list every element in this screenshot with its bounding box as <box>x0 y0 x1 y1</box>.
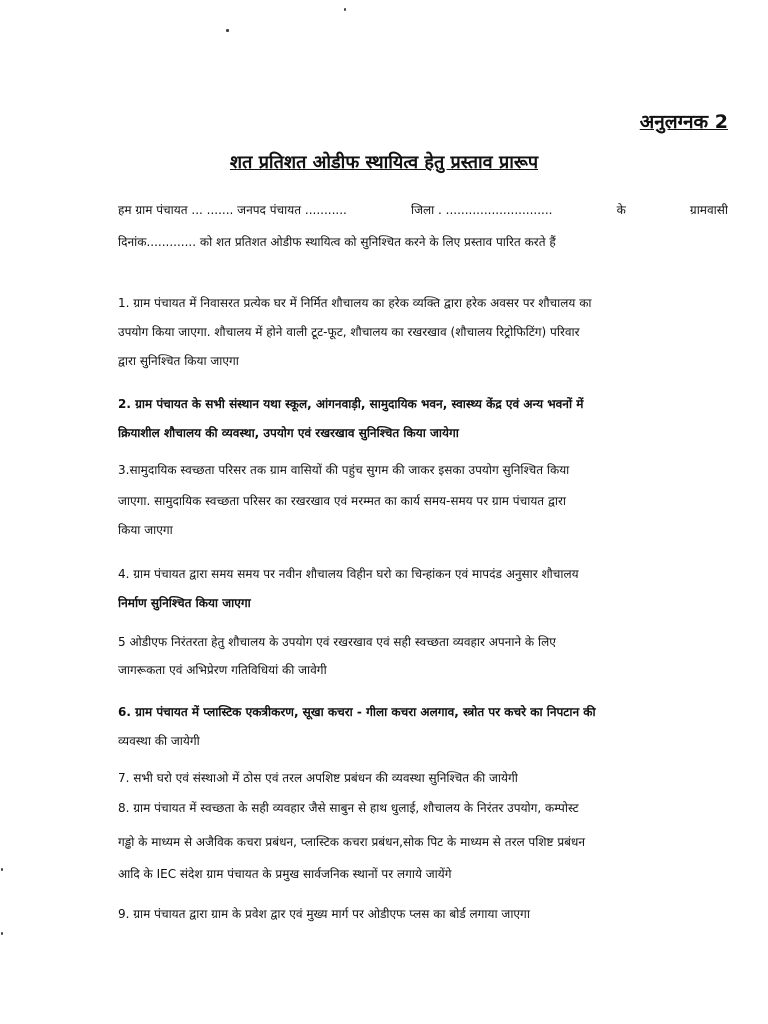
scan-speck <box>344 8 346 11</box>
point-4-line-2: निर्माण सुनिश्चित किया जाएगा <box>118 596 251 610</box>
intro-ke: के <box>616 203 626 217</box>
point-9-line-1: 9. ग्राम पंचायत द्वारा ग्राम के प्रवेश द्वार एवं मुख्य मार्ग पर ओडीएफ प्लस का बोर्ड लगाया जाएगा <box>118 907 530 921</box>
point-5-line-1: 5 ओडीएफ निरंतरता हेतु शौचालय के उपयोग एवं रखरखाव एवं सही स्वच्छता व्यवहार अपनाने के लिए <box>118 635 556 649</box>
scan-speck <box>1 868 3 871</box>
point-3-line-3: किया जाएगा <box>118 523 173 537</box>
point-8-line-2: गड्ढो के माध्यम से अजैविक कचरा प्रबंधन, प्लास्टिक कचरा प्रबंधन,सोक पिट के माध्यम से तरल पशिष्ट प्रबंधन <box>118 835 586 849</box>
annexure-label: अनुलग्नक 2 <box>639 111 728 133</box>
point-5-line-2: जागरूकता एवं अभिप्रेरण गतिविधियां की जावेगी <box>118 663 327 677</box>
point-8-line-3: आदि के IEC संदेश ग्राम पंचायत के प्रमुख सार्वजनिक स्थानों पर लगाये जायेंगे <box>118 867 452 881</box>
point-2-line-1: 2. ग्राम पंचायत के सभी संस्थान यथा स्कूल, आंगनवाड़ी, सामुदायिक भवन, स्वास्थ्य केंद्र एवं अन्य भवनों में <box>118 397 584 411</box>
intro-line-1 <box>118 202 728 218</box>
point-2-line-2: क्रियाशील शौचालय की व्यवस्था, उपयोग एवं रखरखाव सुनिश्चित किया जायेगा <box>118 426 459 440</box>
point-4-line-1: 4. ग्राम पंचायत द्वारा समय समय पर नवीन शौचालय विहीन घरो का चिन्हांकन एवं मापदंड अनुसार शौचालय <box>118 567 579 581</box>
point-6-line-1: 6. ग्राम पंचायत में प्लास्टिक एकत्रीकरण, सूखा कचरा - गीला कचरा अलगाव, स्त्रोत पर कचरे का निपटान की <box>118 705 596 719</box>
intro-panchayat-field: हम ग्राम पंचायत ... ....... जनपद पंचायत ........... <box>118 203 347 217</box>
point-1-line-2: उपयोग किया जाएगा. शौचालय में होने वाली टूट-फूट, शौचालय का रखरखाव (शौचालय रिट्रोफिटिंग) परिवार <box>118 325 580 339</box>
point-1-line-1: 1. ग्राम पंचायत में निवासरत प्रत्येक घर में निर्मित शौचालय का हरेक व्यक्ति द्वारा हरेक अवसर पर शौचालय का <box>118 296 592 310</box>
point-7-line-1: 7. सभी घरो एवं संस्थाओ में ठोस एवं तरल अपशिष्ट प्रबंधन की व्यवस्था सुनिश्चित की जायेगी <box>118 771 518 785</box>
intro-line-2: दिनांक............. को शत प्रतिशत ओडीफ स्थायित्व को सुनिश्चित करने के लिए प्रस्ताव पारित करते हैं <box>118 235 556 249</box>
point-6-line-2: व्यवस्था की जायेगी <box>118 734 200 748</box>
document-title: शत प्रतिशत ओडीफ स्थायित्व हेतु प्रस्ताव प्रारूप <box>229 152 539 173</box>
point-1-line-3: द्वारा सुनिश्चित किया जाएगा <box>118 354 239 368</box>
point-3-line-1: 3.सामुदायिक स्वच्छता परिसर तक ग्राम वासियों की पहुंच सुगम की जाकर इसका उपयोग सुनिश्चित किया <box>118 463 570 477</box>
point-3-line-2: जाएगा. सामुदायिक स्वच्छता परिसर का रखरखाव एवं मरम्मत का कार्य समय-समय पर ग्राम पंचायत द्वारा <box>118 494 566 508</box>
scan-speck <box>1 932 3 935</box>
intro-district-field: जिला . ............................ <box>410 203 553 217</box>
scan-speck <box>226 29 229 32</box>
point-8-line-1: 8. ग्राम पंचायत में स्वच्छता के सही व्यवहार जैसे साबुन से हाथ धुलाई, शौचालय के निरंतर उपयोग, कम्पोस्ट <box>118 801 579 815</box>
intro-villagers: ग्रामवासी <box>689 203 728 217</box>
